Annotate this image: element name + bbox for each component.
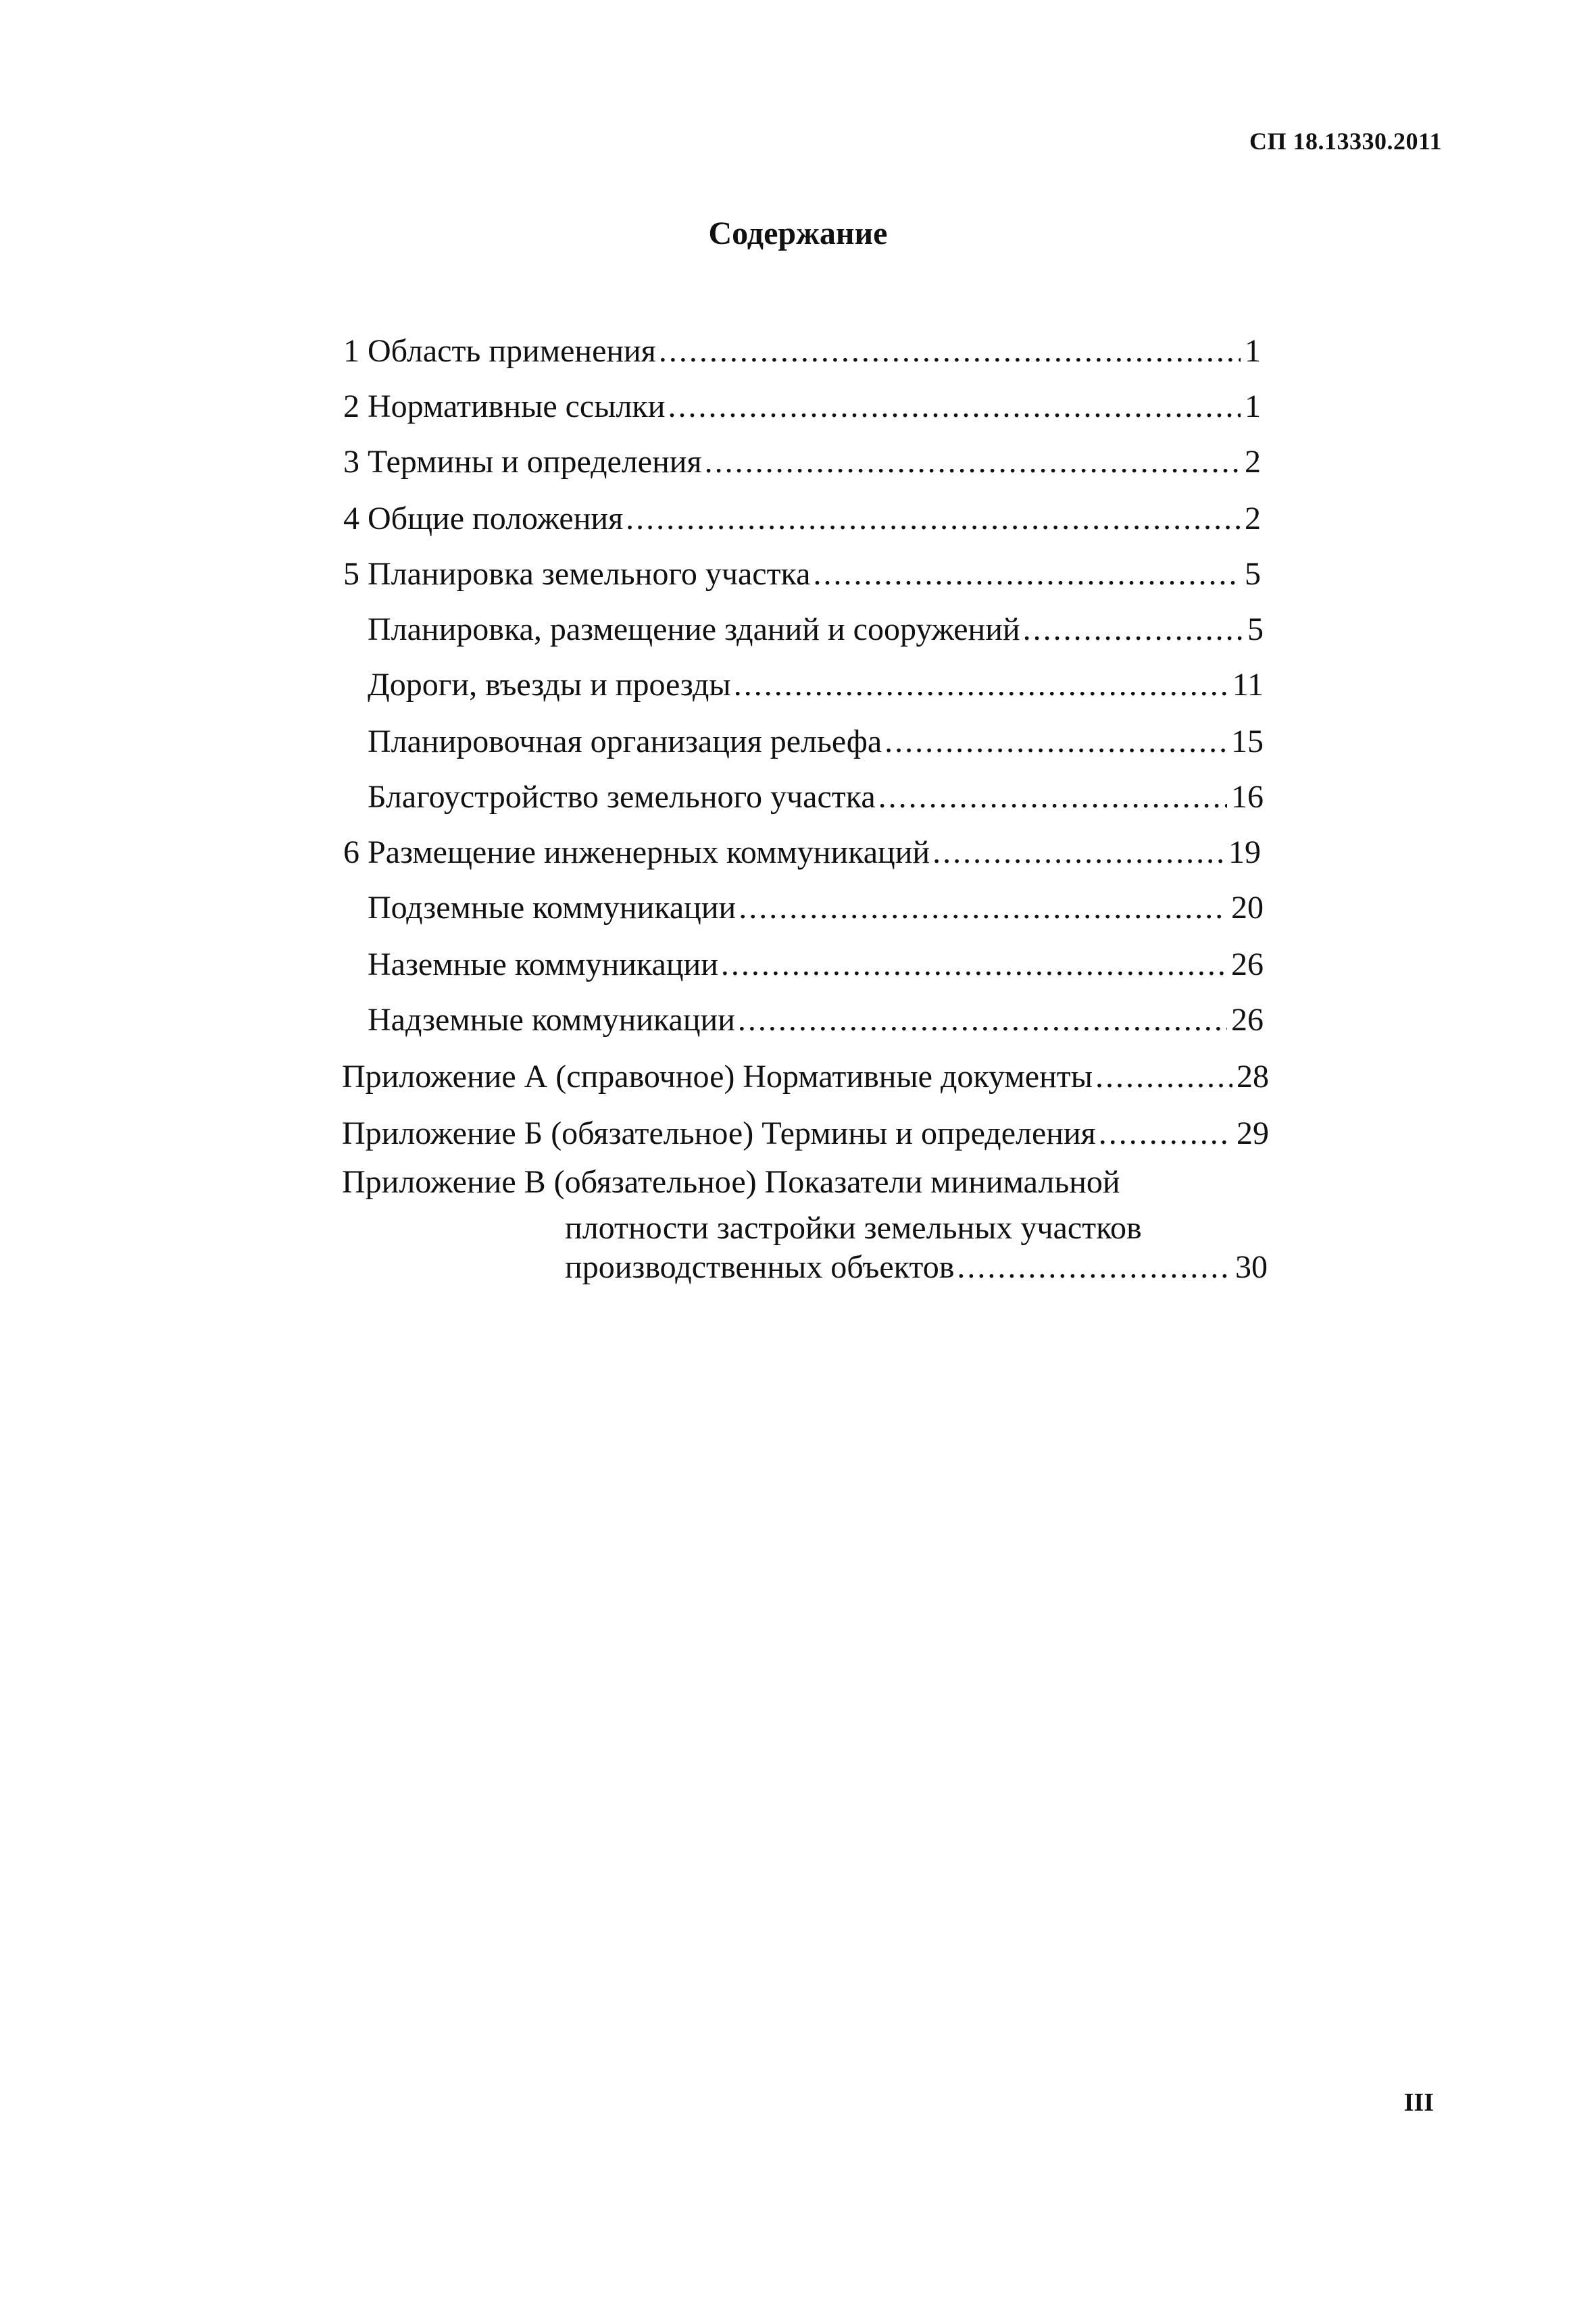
toc-entry-title: 2 Нормативные ссылки bbox=[343, 388, 666, 424]
toc-entry-page: 1 bbox=[1245, 333, 1261, 369]
document-code: СП 18.13330.2011 bbox=[1249, 128, 1442, 155]
toc-entry-title: Планировочная организация рельефа bbox=[368, 724, 882, 759]
toc-entry-page: 2 bbox=[1245, 501, 1261, 536]
toc-entry-page: 30 bbox=[1235, 1249, 1268, 1285]
toc-entry[interactable] bbox=[343, 331, 1261, 372]
dot-leader bbox=[878, 777, 1227, 818]
dot-leader bbox=[813, 554, 1241, 595]
toc-entry[interactable] bbox=[368, 777, 1264, 818]
toc-entry[interactable] bbox=[343, 386, 1261, 427]
toc-entry[interactable] bbox=[368, 888, 1264, 928]
toc-entry-title: Благоустройство земельного участка bbox=[368, 779, 876, 815]
toc-entry-title: Планировка, размещение зданий и сооружений bbox=[368, 611, 1020, 647]
toc-entry-page: 1 bbox=[1245, 388, 1261, 424]
toc-entry-appendix-b[interactable] bbox=[342, 1113, 1269, 1154]
toc-entry-page: 15 bbox=[1231, 724, 1264, 759]
toc-entry-title: Приложение А (справочное) Нормативные документы bbox=[342, 1059, 1093, 1095]
toc-entry-title: 3 Термины и определения bbox=[343, 444, 702, 480]
dot-leader bbox=[626, 499, 1241, 539]
dot-leader bbox=[705, 442, 1241, 482]
dot-leader bbox=[1023, 609, 1243, 650]
dot-leader bbox=[932, 832, 1224, 873]
dot-leader bbox=[659, 331, 1241, 372]
toc-entry-title: 6 Размещение инженерных коммуникаций bbox=[343, 834, 930, 870]
toc-entry-appendix-a[interactable] bbox=[342, 1057, 1269, 1097]
toc-entry-title: 4 Общие положения bbox=[343, 501, 624, 536]
toc-entry-appendix-v-line2[interactable]: плотности застройки земельных участков bbox=[565, 1210, 1142, 1246]
toc-entry[interactable] bbox=[368, 722, 1264, 762]
dot-leader bbox=[1099, 1113, 1232, 1154]
toc-entry-page: 20 bbox=[1231, 890, 1264, 926]
page-number: III bbox=[1403, 2088, 1434, 2117]
toc-entry[interactable] bbox=[368, 665, 1264, 705]
toc-entry-title: производственных объектов bbox=[565, 1249, 955, 1285]
dot-leader bbox=[884, 722, 1227, 762]
toc-entry-title: Наземные коммуникации bbox=[368, 947, 718, 982]
toc-entry-page: 19 bbox=[1228, 834, 1261, 870]
dot-leader bbox=[1095, 1057, 1232, 1097]
toc-entry-page: 28 bbox=[1237, 1059, 1269, 1095]
toc-entry-page: 26 bbox=[1231, 947, 1264, 982]
dot-leader bbox=[668, 386, 1241, 427]
toc-entry[interactable] bbox=[343, 442, 1261, 482]
toc-entry-page: 26 bbox=[1231, 1002, 1264, 1038]
toc-entry-page: 16 bbox=[1231, 779, 1264, 815]
toc-entry[interactable] bbox=[343, 832, 1261, 873]
toc-entry-page: 5 bbox=[1245, 556, 1261, 592]
dot-leader bbox=[739, 888, 1227, 928]
dot-leader bbox=[957, 1247, 1231, 1288]
dot-leader bbox=[721, 945, 1227, 985]
toc-entry[interactable] bbox=[343, 554, 1261, 595]
toc-entry[interactable] bbox=[368, 1000, 1264, 1040]
toc-entry-page: 11 bbox=[1232, 667, 1264, 703]
dot-leader bbox=[734, 665, 1228, 705]
toc-entry-appendix-v-line1[interactable]: Приложение В (обязательное) Показатели минимальной bbox=[342, 1164, 1120, 1200]
toc-title: Содержание bbox=[708, 216, 888, 251]
toc-entry[interactable] bbox=[368, 945, 1264, 985]
toc-entry-page: 5 bbox=[1247, 611, 1264, 647]
toc-entry-title: Дороги, въезды и проезды bbox=[368, 667, 731, 703]
toc-entry-title: Надземные коммуникации bbox=[368, 1002, 735, 1038]
toc-entry[interactable] bbox=[343, 499, 1261, 539]
toc-entry-page: 29 bbox=[1237, 1115, 1269, 1151]
toc-entry[interactable] bbox=[368, 609, 1264, 650]
toc-entry-title: Подземные коммуникации bbox=[368, 890, 737, 926]
dot-leader bbox=[738, 1000, 1227, 1040]
toc-entry-page: 2 bbox=[1245, 444, 1261, 480]
toc-entry-title: 1 Область применения bbox=[343, 333, 656, 369]
toc-entry-title: 5 Планировка земельного участка bbox=[343, 556, 811, 592]
toc-entry-title: Приложение Б (обязательное) Термины и определения bbox=[342, 1115, 1096, 1151]
toc-entry-appendix-v-line3[interactable] bbox=[565, 1247, 1268, 1288]
